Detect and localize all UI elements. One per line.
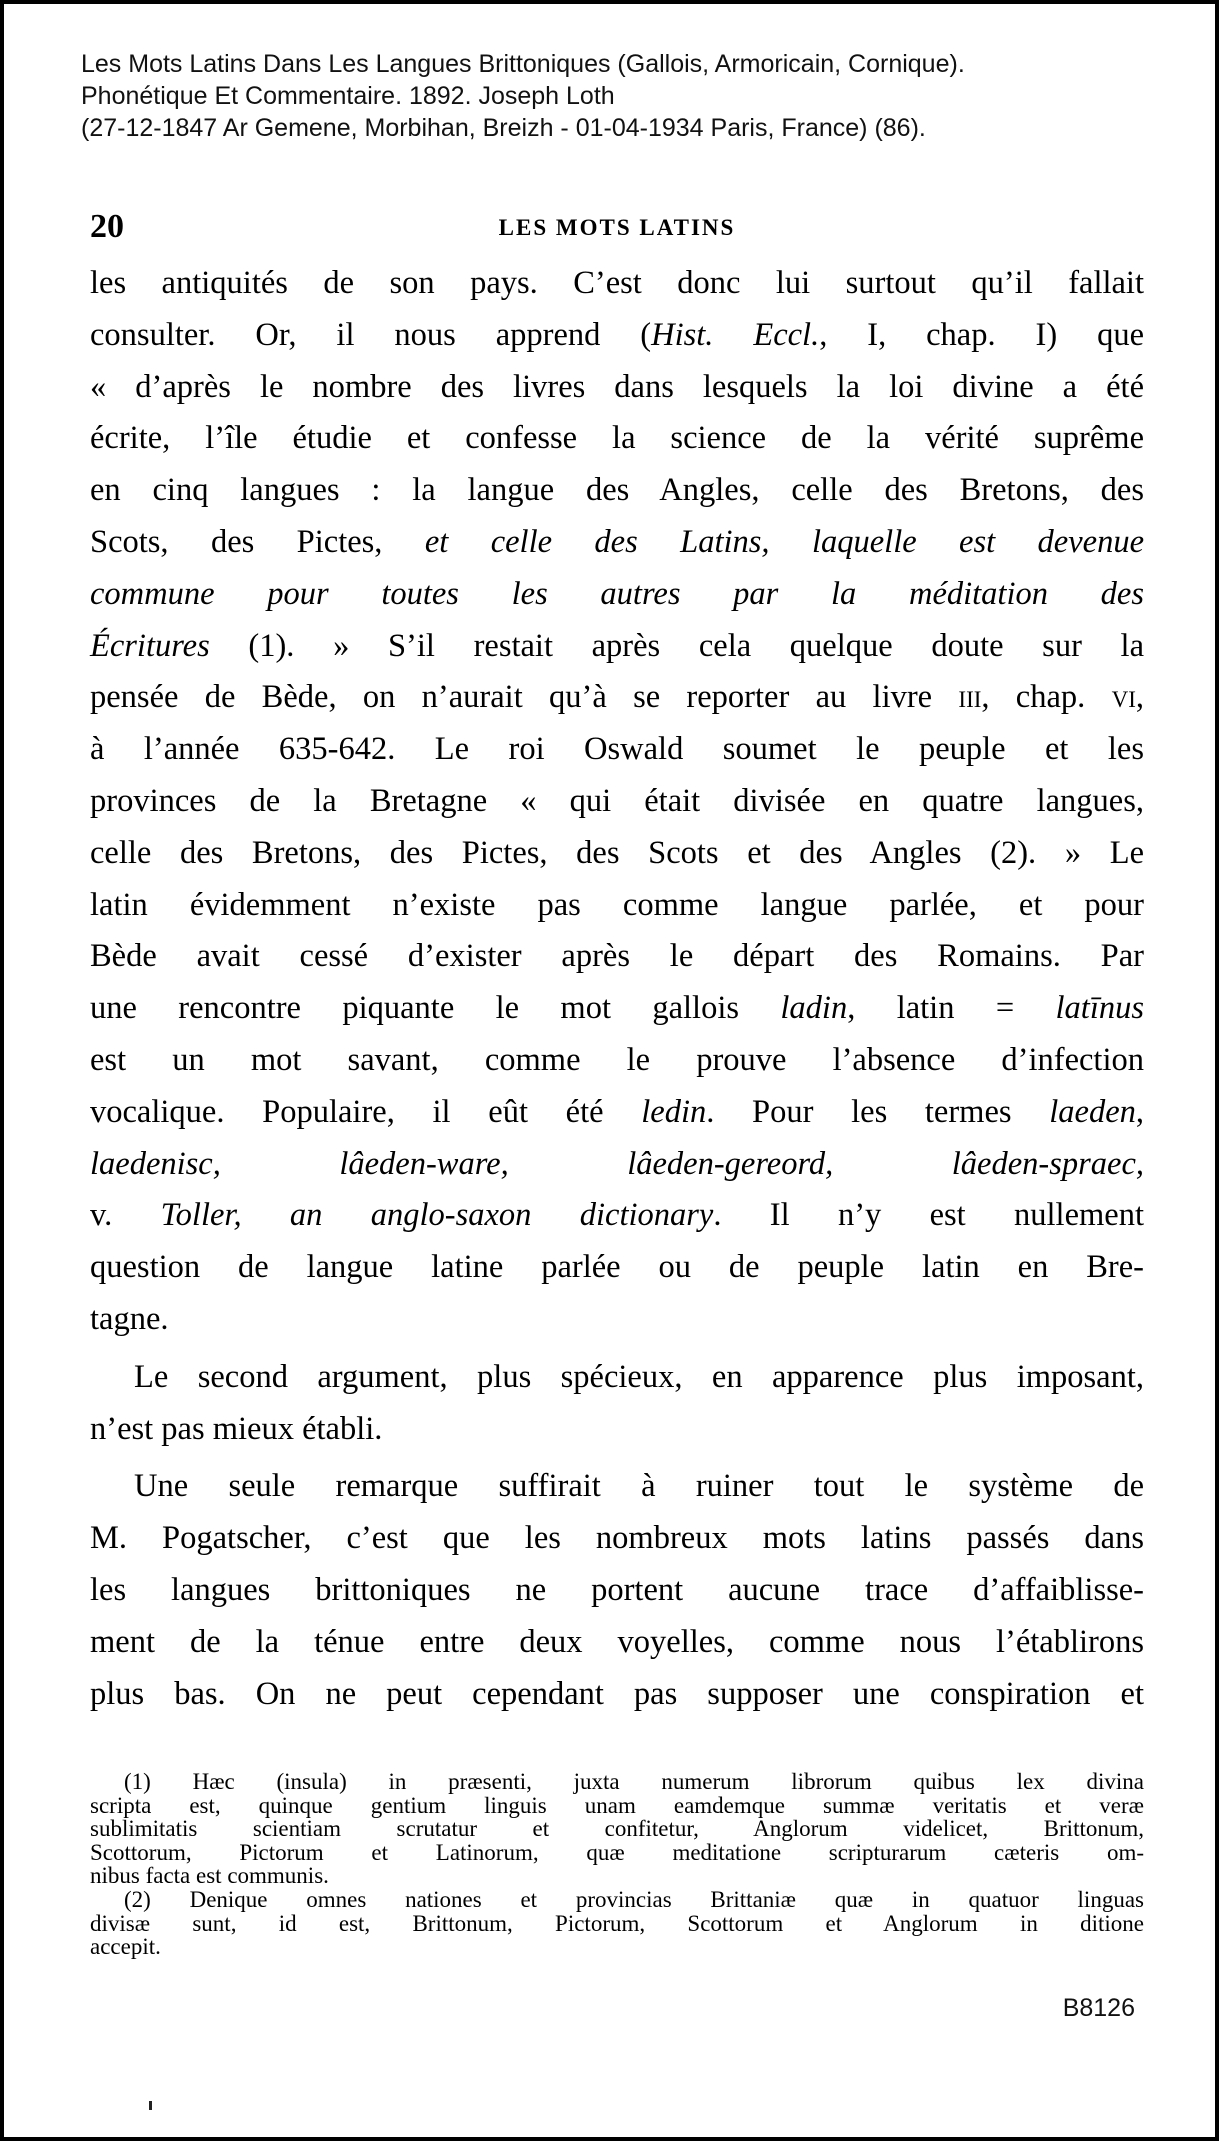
text-line: plus bas. On ne peut cependant pas supposer une conspiration et — [90, 1675, 1144, 1712]
text-line: ment de la ténue entre deux voyelles, comme nous l’établirons — [90, 1623, 1144, 1660]
text-line: à l’année 635-642. Le roi Oswald soumet le peuple et les — [90, 731, 1144, 768]
header-line-title: Les Mots Latins Dans Les Langues Brittoniques (Gallois, Armoricain, Cornique). — [81, 50, 965, 78]
footnote-line: scripta est, quinque gentium linguis unam eamdemque summæ veritatis et veræ — [90, 1792, 1144, 1818]
header-line-author: Phonétique Et Commentaire. 1892. Joseph Loth — [81, 82, 615, 110]
footnote-line: nibus facta est communis. — [90, 1863, 329, 1889]
text-line: tagne. — [90, 1300, 169, 1337]
footnote-line: (2) Denique omnes nationes et provincias Brittaniæ quæ in quatuor linguas — [124, 1886, 1144, 1912]
text-line: latin évidemment n’existe pas comme langue parlée, et pour — [90, 886, 1144, 923]
text-line: « d’après le nombre des livres dans lesquels la loi divine a été — [90, 368, 1144, 405]
footnote-line: sublimitatis scientiam scrutatur et confitetur, Anglorum videlicet, Brittonum, — [90, 1816, 1144, 1842]
text-line: question de langue latine parlée ou de peuple latin en Bre- — [90, 1249, 1144, 1286]
scan-speck — [149, 2101, 152, 2110]
text-line: laedenisc, lâeden-ware, lâeden-gereord, lâeden-spraec, — [90, 1145, 1144, 1182]
text-line: provinces de la Bretagne « qui était divisée en quatre langues, — [90, 782, 1144, 819]
text-line: vocalique. Populaire, il eût été ledin. Pour les termes laeden, — [90, 1093, 1144, 1130]
text-line: en cinq langues : la langue des Angles, celle des Bretons, des — [90, 472, 1144, 509]
text-line: M. Pogatscher, c’est que les nombreux mots latins passés dans — [90, 1520, 1144, 1557]
text-line: v. Toller, an anglo-saxon dictionary. Il n’y est nullement — [90, 1197, 1144, 1234]
text-line: les langues brittoniques ne portent aucune trace d’affaiblisse- — [90, 1571, 1144, 1608]
text-line: Une seule remarque suffirait à ruiner tout le système de — [134, 1468, 1144, 1505]
text-line: Bède avait cessé d’exister après le départ des Romains. Par — [90, 938, 1144, 975]
text-line: est un mot savant, comme le prouve l’absence d’infection — [90, 1041, 1144, 1078]
header-line-dates: (27-12-1847 Ar Gemene, Morbihan, Breizh - 01-04-1934 Paris, France) (86). — [81, 114, 926, 142]
footnote-line: (1) Hæc (insula) in præsenti, juxta numerum librorum quibus lex divina — [124, 1769, 1144, 1794]
catalog-code: B8126 — [1062, 1994, 1135, 2022]
text-line: consulter. Or, il nous apprend (Hist. Eccl., I, chap. I) que — [90, 316, 1144, 353]
text-line: Scots, des Pictes, et celle des Latins, laquelle est devenue — [90, 523, 1144, 560]
text-line: celle des Bretons, des Pictes, des Scots et des Angles (2). » Le — [90, 834, 1144, 871]
page-number: 20 — [90, 208, 124, 245]
running-head — [90, 208, 1144, 248]
footnote-line: divisæ sunt, id est, Brittonum, Pictorum, Scottorum et Anglorum in ditione — [90, 1910, 1144, 1936]
text-line: Écritures (1). » S’il restait après cela quelque doute sur la — [90, 627, 1144, 664]
text-line: une rencontre piquante le mot gallois ladin, latin = latīnus — [90, 990, 1145, 1027]
text-line: pensée de Bède, on n’aurait qu’à se reporter au livre iii, chap. vi, — [90, 679, 1144, 716]
footnotes — [90, 1770, 1144, 1959]
text-line: écrite, l’île étudie et confesse la science de la vérité suprême — [90, 420, 1144, 457]
text-line: commune pour toutes les autres par la méditation des — [90, 575, 1144, 612]
text-line: les antiquités de son pays. C’est donc lui surtout qu’il fallait — [90, 265, 1144, 301]
text-line: n’est pas mieux établi. — [90, 1410, 383, 1447]
document-header — [81, 48, 1161, 144]
footnote-line: accepit. — [90, 1934, 161, 1960]
body-text — [90, 258, 1144, 1720]
footnote-line: Scottorum, Pictorum et Latinorum, quæ meditatione scripturarum cæteris om- — [90, 1839, 1144, 1865]
text-line: Le second argument, plus spécieux, en apparence plus imposant, — [134, 1358, 1144, 1395]
running-title: LES MOTS LATINS — [498, 215, 736, 240]
